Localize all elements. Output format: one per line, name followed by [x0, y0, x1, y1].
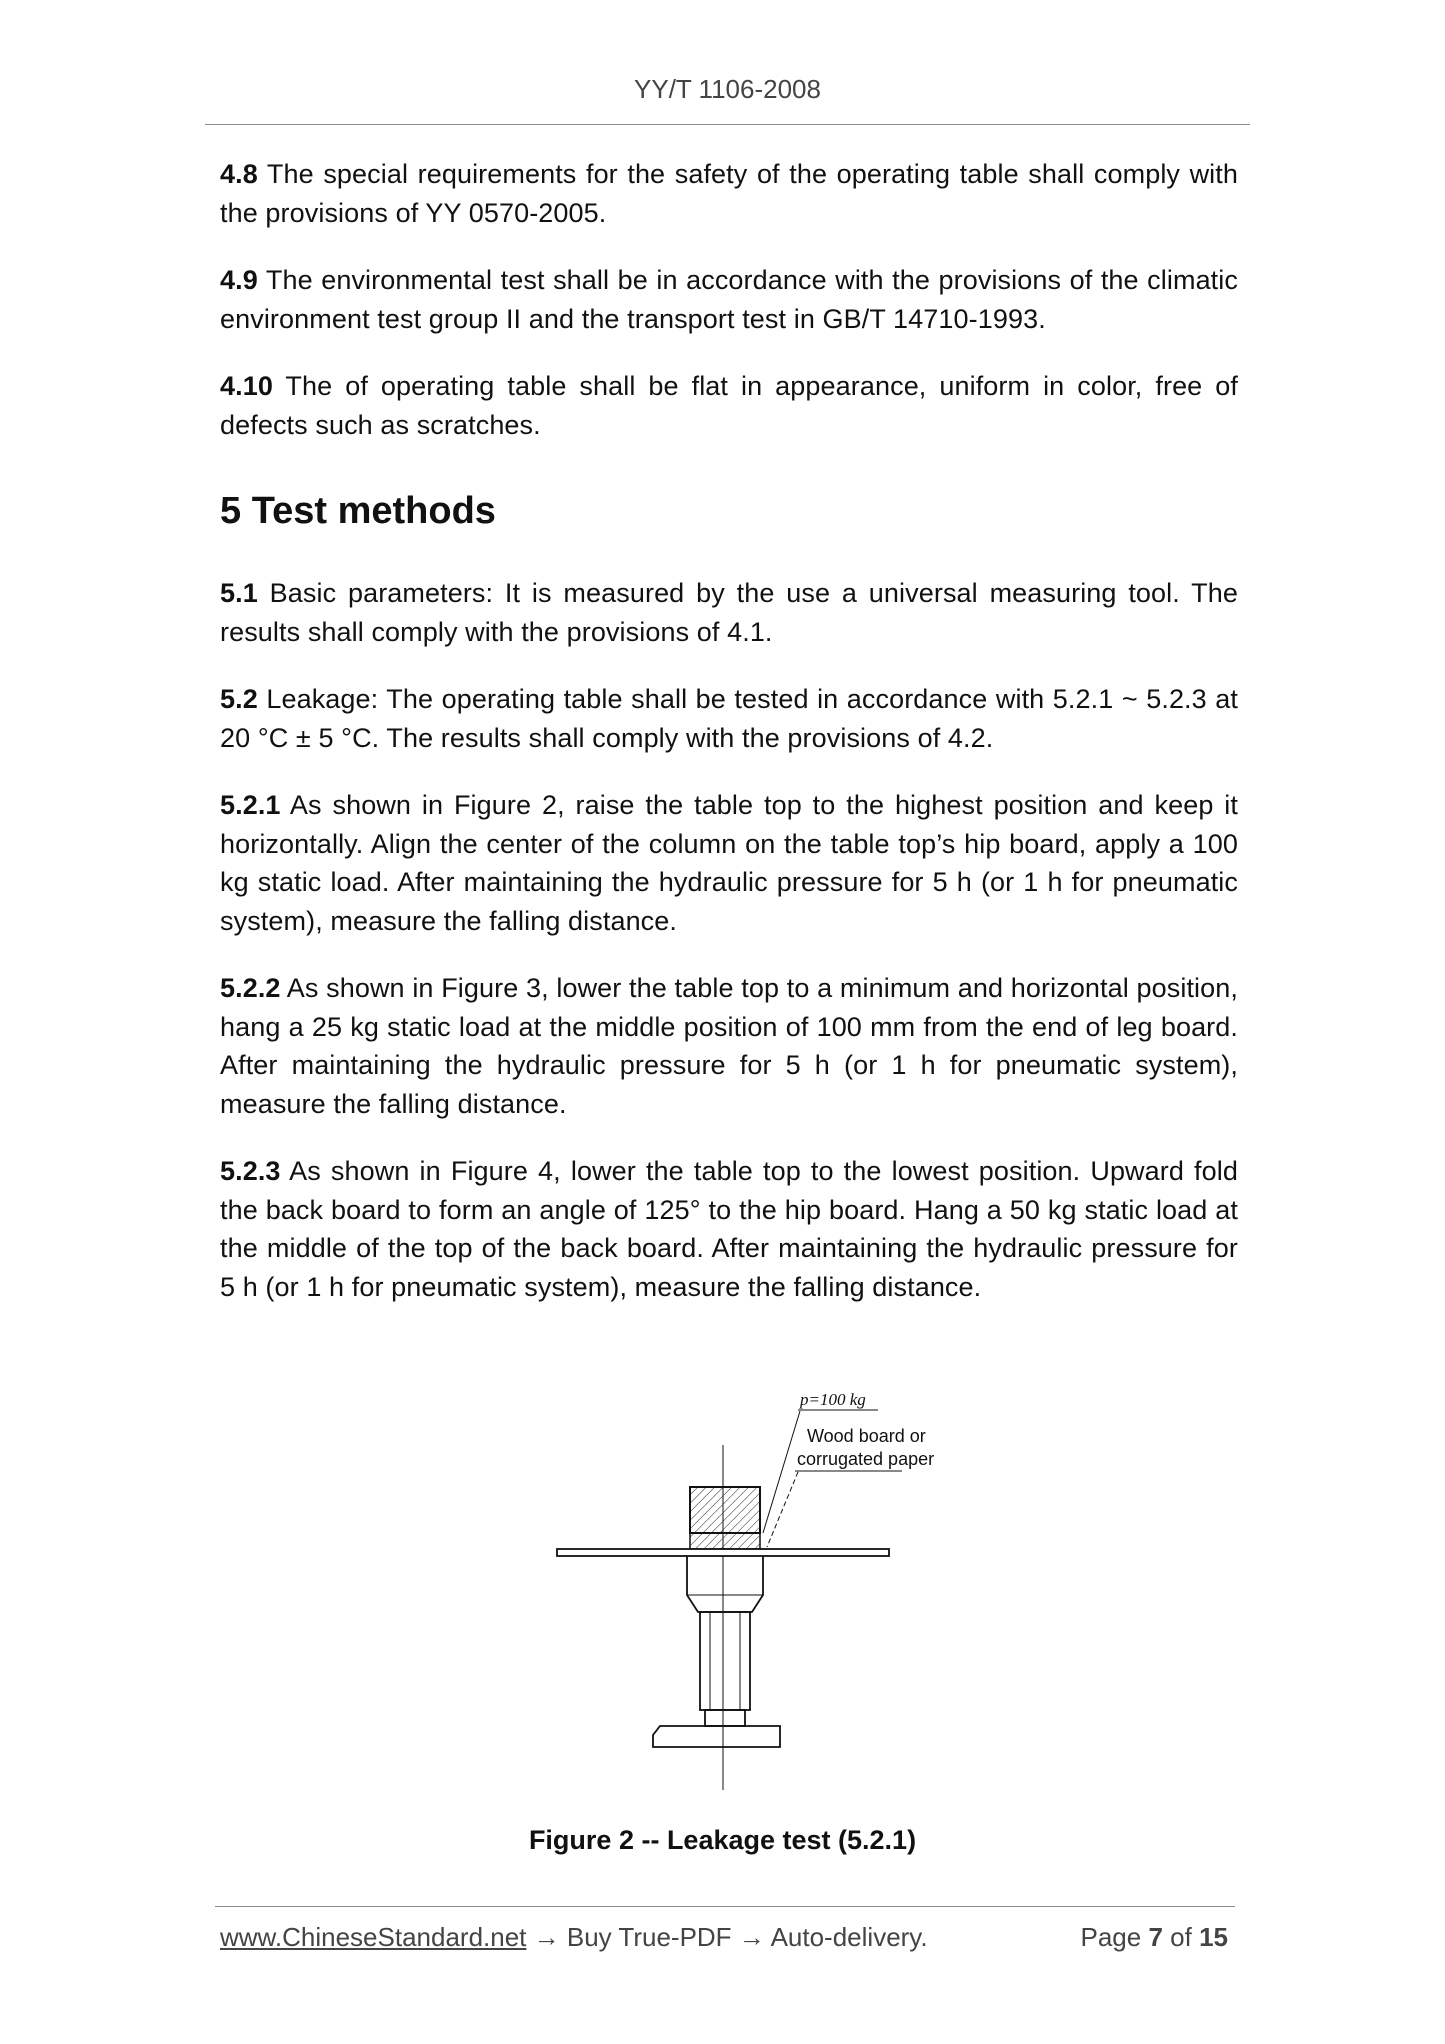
page-footer: [220, 1922, 1238, 1962]
of-word: of: [1170, 1922, 1192, 1952]
note-label-line1: Wood board or: [807, 1426, 926, 1446]
clause-5-2-3: [220, 1152, 1238, 1306]
website-link[interactable]: www.ChineseStandard.net: [220, 1922, 527, 1952]
page-counter: [1080, 1922, 1228, 1953]
page-header: [205, 72, 1250, 125]
clause-text: Leakage: The operating table shall be tested in accordance with 5.2.1 ~ 5.2.3 at 20 °C ± 5 °C. The results shall comply with the provisions of 4.2.: [220, 684, 1238, 753]
clause-number: 5.2.3: [220, 1156, 281, 1186]
clause-number: 5.1: [220, 578, 258, 608]
clause-text: As shown in Figure 3, lower the table top to a minimum and horizontal position, hang a 25 kg static load at the middle position of 100 mm from the end of leg board. After maintaining the hydraulic pressure for 5 h (or 1 h for pneumatic system), measure the falling distance.: [220, 973, 1238, 1119]
clause-4-9: [220, 261, 1238, 338]
column-body: [700, 1612, 750, 1710]
footer-promo-text: → Buy True-PDF → Auto-delivery.: [526, 1922, 928, 1952]
clause-text: As shown in Figure 4, lower the table top to the lowest position. Upward fold the back board to form an angle of 125° to the hip board. Hang a 50 kg static load at the middle of the top of the back board. After maintaining the hydraulic pressure for 5 h (or 1 h for pneumatic system), measure the falling distance.: [220, 1156, 1238, 1302]
clause-text: The of operating table shall be flat in appearance, uniform in color, free of defects such as scratches.: [220, 371, 1238, 440]
wood-board: [690, 1533, 760, 1549]
leader-load: [763, 1411, 800, 1533]
clause-text: Basic parameters: It is measured by the use a universal measuring tool. The results shall comply with the provisions of 4.1.: [220, 578, 1238, 647]
clause-number: 5.2.1: [220, 790, 281, 820]
section-heading: 5 Test methods: [220, 490, 496, 532]
load-block: [690, 1487, 760, 1533]
clause-text: As shown in Figure 2, raise the table top to the highest position and keep it horizontally. Align the center of the column on the table top’s hip board, apply a 100 kg static load. After maintaining the hydraulic pressure for 5 h (or 1 h for pneumatic system), measure the falling distance.: [220, 790, 1238, 936]
figure-caption: Figure 2 -- Leakage test (5.2.1): [528, 1825, 917, 1855]
clause-number: 4.8: [220, 159, 258, 189]
table-top: [557, 1549, 889, 1556]
clause-4-10: [220, 367, 1238, 444]
clause-number: 4.9: [220, 265, 258, 295]
clause-5-2-2: [220, 969, 1238, 1123]
clause-4-8: [220, 155, 1238, 232]
clause-number: 4.10: [220, 371, 273, 401]
column-neck: [705, 1710, 745, 1726]
note-label-line2: corrugated paper: [797, 1449, 935, 1469]
column-head: [687, 1556, 763, 1612]
document-id: YY/T 1106-2008: [634, 74, 821, 104]
clause-5-2-1: [220, 786, 1238, 940]
clause-text: The environmental test shall be in accordance with the provisions of the climatic environment test group II and the transport test in GB/T 14710-1993.: [220, 265, 1238, 334]
clause-number: 5.2.2: [220, 973, 281, 1003]
leakage-test-diagram: [545, 1385, 965, 1795]
footer-promo: [220, 1922, 928, 1953]
load-label: p=100 kg: [800, 1390, 866, 1409]
clause-number: 5.2: [220, 684, 258, 714]
footer-divider: [215, 1906, 1235, 1907]
clause-text: The special requirements for the safety of the operating table shall comply with the provisions of YY 0570-2005.: [220, 159, 1238, 228]
page-number: 7: [1148, 1922, 1163, 1952]
page-word: Page: [1080, 1922, 1142, 1952]
page-total: 15: [1199, 1922, 1228, 1952]
clause-5-2: [220, 680, 1238, 757]
clause-5-1: [220, 574, 1238, 651]
leader-board: [767, 1472, 798, 1547]
page-body: [220, 155, 1238, 1335]
column-base: [653, 1726, 780, 1747]
